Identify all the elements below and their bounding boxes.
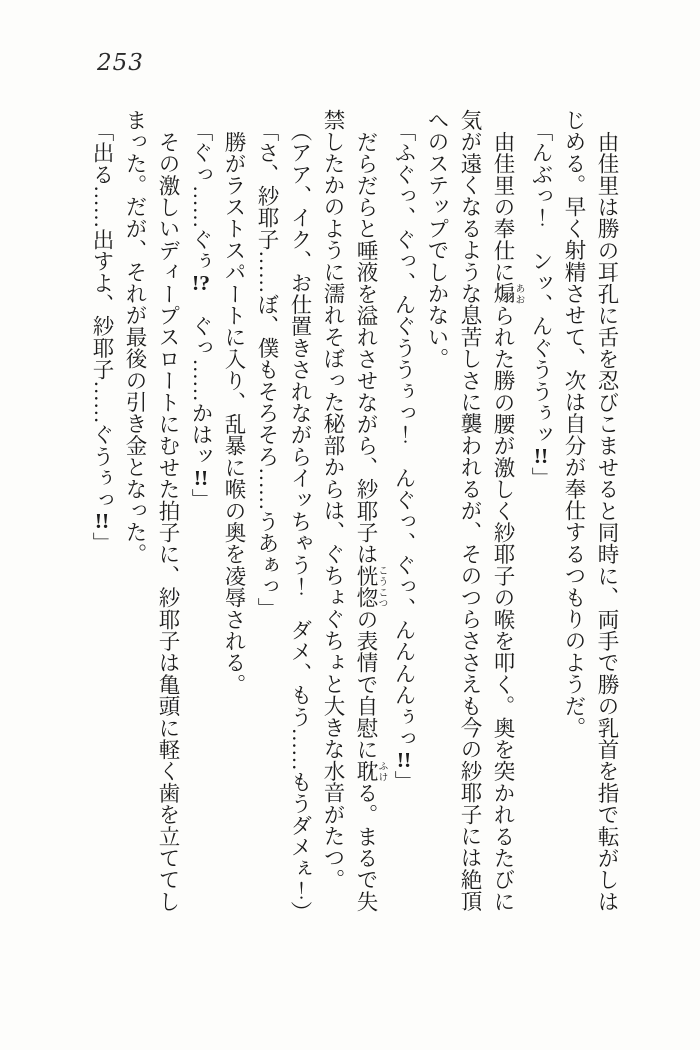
paragraph-narration: 由佳里の奉仕に煽あおられた勝の腰が激しく紗耶子の喉を叩く。奥を突かれるたびに気が遠くなるような息苦しさに襲われるが、そのつらささえも今の紗耶子には絶頂へのステップでしかない。	[425, 109, 525, 912]
text-block	[85, 109, 623, 931]
paragraph-narration: 由佳里は勝の耳孔に舌を忍びこませると同時に、両手で勝の乳首を指で転がしはじめる。早く射精させて、次は自分が奉仕するつもりのようだ。	[562, 109, 619, 912]
paragraph-dialogue: 「ふぐっ、ぐっ、んぐううぅっ！ んぐっ、ぐっ、んんんんぅっ!!」	[392, 119, 416, 793]
tate-chu-yoko: !!	[396, 749, 412, 771]
paragraph-dialogue: 「ぐっ……ぐぅ!? ぐっ……かはッ!!」	[189, 119, 213, 510]
paragraph-dialogue: 「さ、紗耶子……ぼ、僕もそろそろ……うあぁっ」	[255, 119, 279, 619]
ruby-annotation: 煽あお	[491, 282, 525, 305]
ruby-annotation: 耽ふけ	[354, 759, 388, 782]
tate-chu-yoko: !!	[193, 466, 209, 489]
paragraph-dialogue: 「出る……出すよ、紗耶子……ぐうぅっ!!」	[90, 119, 114, 554]
tate-chu-yoko: !!	[533, 445, 549, 467]
paragraph-narration: だらだらと唾液を溢れさせながら、紗耶子は恍惚こうこつの表情で自慰に耽ふける。まるで失禁したかのように濡れそぼった秘部からは、ぐちょぐちょと大きな水音がたつ。	[321, 109, 388, 912]
paragraph-dialogue: 「んぶっ！ ンッ、んぐううぅッ!!」	[529, 119, 553, 489]
paragraph-narration: その激しいディープスロートにむせた拍子に、紗耶子は亀頭に軽く歯を立ててしまった。だが、それが最後の引き金となった。	[123, 109, 180, 912]
tate-chu-yoko: !!	[94, 510, 110, 532]
paragraph-thought: （アア、イク、お仕置きされながらイッちゃう！ ダメ、もう……もうダメぇ！）	[288, 119, 312, 923]
ruby-annotation: 恍惚こうこつ	[354, 564, 388, 608]
paragraph-narration: 勝がラストスパートに入り、乱暴に喉の奥を凌辱される。	[222, 130, 246, 695]
tate-chu-yoko: !?	[192, 271, 210, 294]
page-number: 253	[97, 50, 144, 76]
